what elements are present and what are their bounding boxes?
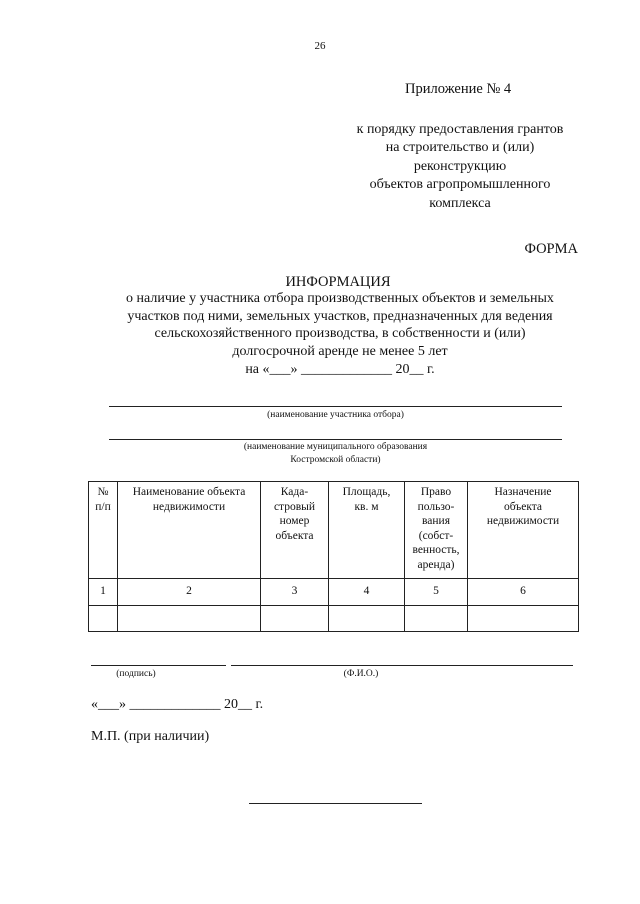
info-body-line: о наличие у участника отбора производственных объектов и земельных (126, 291, 554, 306)
appendix-subtitle-line: к порядку предоставления грантов (356, 122, 564, 137)
header-cell-right: Право пользо- вания (собст- венность, аренда) (405, 482, 468, 579)
stamp-note: М.П. (при наличии) (91, 729, 210, 744)
participant-caption: (наименование участника отбора) (267, 410, 404, 420)
objects-table (88, 481, 579, 632)
info-body-line: сельскохозяйственного производства, в собственности и (или) (154, 326, 526, 342)
table-row (89, 579, 579, 606)
page-number: 26 (314, 40, 326, 52)
info-body (90, 290, 590, 379)
appendix-subtitle-line: реконструкцию (413, 158, 507, 174)
table-header-row (89, 482, 579, 579)
column-number-cell: 6 (468, 579, 579, 606)
appendix-subtitle (340, 121, 580, 213)
column-number-cell: 5 (405, 579, 468, 606)
empty-cell (118, 606, 261, 632)
fio-line (231, 665, 573, 666)
empty-cell (261, 606, 329, 632)
participant-name-line (109, 406, 562, 407)
municipality-caption-line: (наименование муниципального образования (243, 442, 428, 452)
info-title: ИНФОРМАЦИЯ (285, 274, 391, 290)
column-number-cell: 4 (329, 579, 405, 606)
signature-caption: (подпись) (116, 669, 156, 679)
info-body-line: участков под ними, земельных участков, предназначенных для ведения (127, 308, 553, 324)
column-number-cell: 1 (89, 579, 118, 606)
column-number-cell: 2 (118, 579, 261, 606)
info-body-line: долгосрочной аренде не менее 5 лет (232, 344, 448, 360)
empty-cell (89, 606, 118, 632)
signature-line (91, 665, 226, 666)
form-label: ФОРМА (524, 241, 578, 257)
municipality-caption (109, 441, 562, 467)
header-cell-number: № п/п (89, 482, 118, 579)
appendix-subtitle-line: комплекса (429, 195, 491, 211)
info-date-line: на «___» _____________ 20__ г. (245, 361, 435, 377)
appendix-title: Приложение № 4 (405, 81, 512, 97)
header-cell-name: Наименование объекта недвижимости (118, 482, 261, 579)
header-cell-area: Площадь, кв. м (329, 482, 405, 579)
empty-cell (405, 606, 468, 632)
municipality-name-line (109, 439, 562, 440)
appendix-subtitle-line: на строительство и (или) (385, 140, 535, 156)
signature-date: «___» _____________ 20__ г. (91, 697, 264, 712)
municipality-caption-line: Костромской области) (290, 455, 381, 465)
empty-cell (468, 606, 579, 632)
fio-caption: (Ф.И.О.) (343, 669, 379, 679)
empty-cell (329, 606, 405, 632)
header-cell-purpose: Назначение объекта недвижимости (468, 482, 579, 579)
column-number-cell: 3 (261, 579, 329, 606)
header-cell-cadastral: Када- стровый номер объекта (261, 482, 329, 579)
bottom-separator-line (249, 803, 422, 804)
table-row-empty (89, 606, 579, 632)
appendix-subtitle-line: объектов агропромышленного (369, 177, 551, 193)
